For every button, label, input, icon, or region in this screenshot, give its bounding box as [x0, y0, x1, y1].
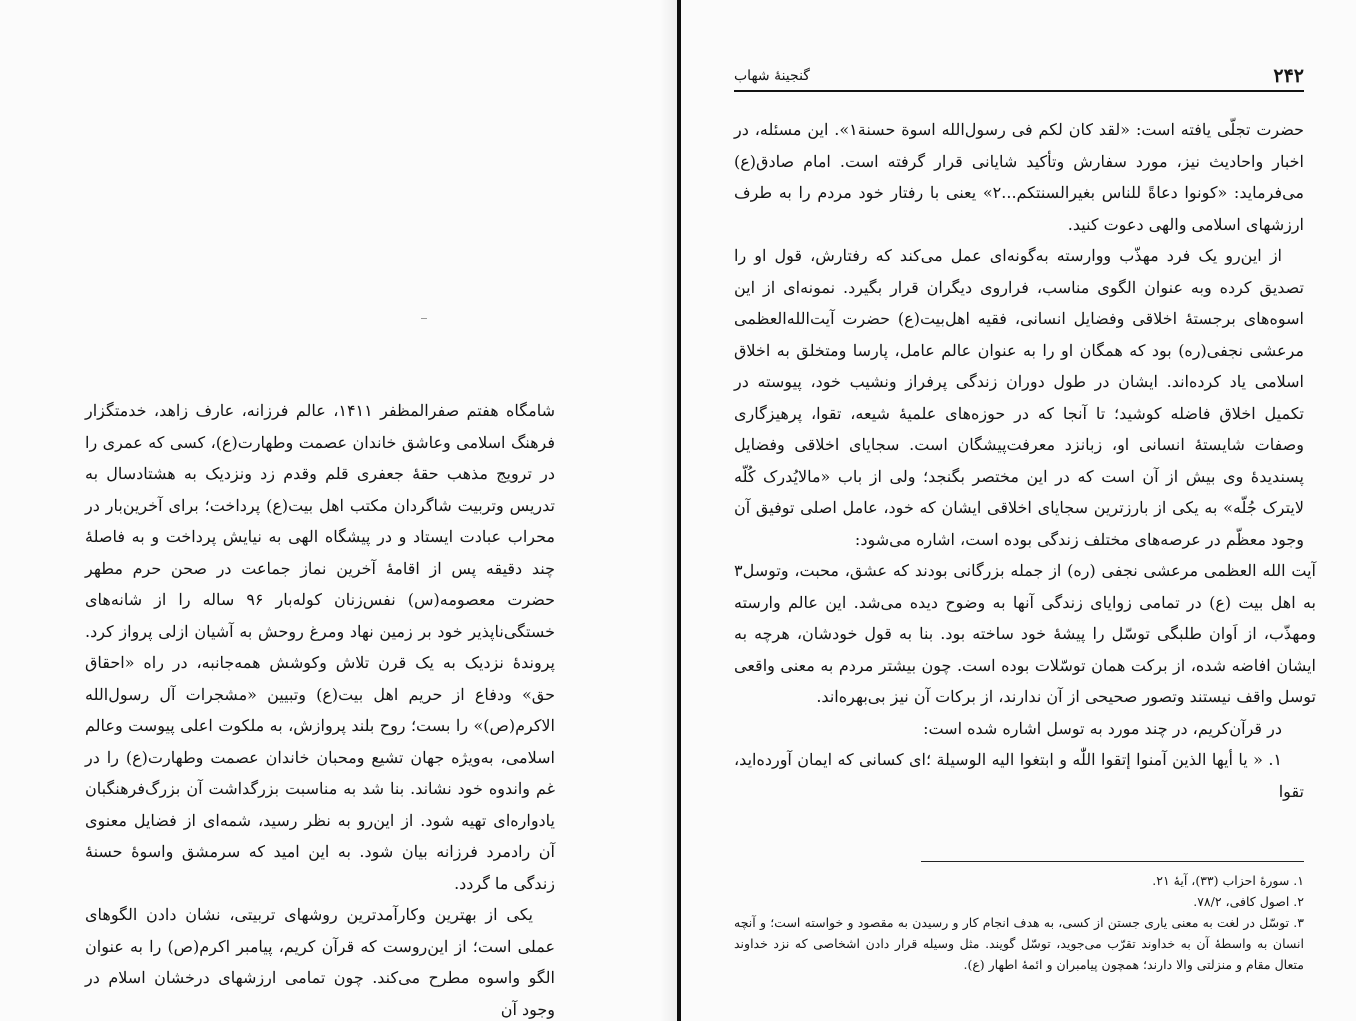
footnotes — [734, 870, 1304, 975]
right-paragraph-5: ۱. « یا أیها الذین آمنوا إتقوا اللّٰه و ابتغوا الیه الوسیلة ؛ای کسانی که ایمان آورده‌اید، تقوا — [734, 750, 1304, 801]
ink-speck — [421, 318, 427, 319]
left-paragraph-2: یکی از بهترین وکارآمدترین روشهای تربیتی، نشان دادن الگوهای عملی است؛ از این‌روست که قرآن کریم، پیامبر اکرم(ص) را به عنوان الگو واسوه مطرح می‌کند. چون تمامی ارزشهای درخشان اسلام در وجود آن — [85, 905, 555, 1019]
footnote-rule — [921, 861, 1304, 862]
gutter-shadow — [660, 0, 677, 1021]
running-header — [734, 64, 1304, 92]
footnote-2: ۲. اصول کافی، ۷۸/۲. — [1193, 894, 1304, 909]
left-paragraph-1: شامگاه هفتم صفرالمظفر ۱۴۱۱، عالم فرزانه، عارف زاهد، خدمتگزار فرهنگ اسلامی وعاشق خاندان عصمت وطهارت(ع)، کسی که عمری را در ترویج مذهب حقهٔ جعفری قلم وقدم زد ونزدیک به هشتادسال به تدریس وتربیت شاگردان مکتب اهل بیت(ع) پرداخت؛ برای آخرین‌بار در محراب عبادت ایستاد و در پیشگاه الهی به نیایش پرداخت و به فاصلهٔ چند دقیقه پس از اقامهٔ آخرین نماز جماعت در صحن حرم مطهر حضرت معصومه(س) نفس‌زنان کوله‌بار ۹۶ ساله را از شانه‌های خستگی‌ناپذیر خود بر زمین نهاد ومرغ روحش به آشیان ازلی پرواز کرد. پروندهٔ نزدیک به یک قرن تلاش وکوشش همه‌جانبه، در راه «احقاق حق» ودفاع از حریم اهل بیت(ع) وتبیین «مشجرات آل رسول‌الله الاکرم(ص)» را بست؛ روح بلند پروازش، به ملکوت اعلی پیوست وعالم اسلامی، به‌ویژه جهان تشیع ومحبان خاندان عصمت وطهارت(ع) را در غم واندوه خود نشاند. بنا شد به مناسبت بزرگداشت آن بزرگ‌فرهنگبان یادواره‌ای تهیه شود. از این‌رو به نظر رسید، شمه‌ای از فضایل معنوی آن رادمرد فرزانه بیان شود. به این امید که سرمشق واسوهٔ حسنهٔ زندگی ما گردد. — [85, 401, 556, 893]
page-number: ۲۴۲ — [1273, 65, 1304, 87]
left-page-body — [85, 395, 555, 1021]
right-page — [681, 0, 1356, 1021]
footnote-3: ۳. توسّل در لغت به معنی یاری جستن از کسی، به هدف انجام کار و رسیدن به مقصود و خواسته است؛ و آنچه انسان به واسطهٔ آن به خداوند تقرّب می‌جوید، توسّل گویند. مثل وسیله قرار دادن اشخاصی که نزد خداوند متعال مقام و منزلتی والا دارند؛ همچون پیامبران و ائمهٔ اطهار (ع). — [734, 915, 1304, 972]
right-paragraph-4: در قرآن‌کریم، در چند مورد به توسل اشاره شده است: — [923, 718, 1282, 738]
book-title: گنجینهٔ شهاب — [734, 68, 810, 84]
right-paragraph-2: از این‌رو یک فرد مهذّب ووارسته به‌گونه‌ای عمل می‌کند که رفتارش، قول او را تصدیق کرده وبه عنوان الگوی مناسب، فراروی دیگران قرار بگیرد. نمونه‌ای از این اسوه‌های برجستهٔ اخلاقی وفضایل انسانی، فقیه اهل‌بیت(ع) حضرت آیت‌الله‌العظمی مرعشی نجفی(ره) بود که همگان او را به عنوان عالم عامل، پارسا ومتخلق به اخلاق اسلامی یاد کرده‌اند. ایشان در طول دوران زندگی پرفراز ونشیب خود، پیوسته در تکمیل اخلاق فاضله کوشید؛ تا آنجا که در حوزه‌های علمیهٔ شیعه، تقوا، پرهیزگاری وصفات شایستهٔ انسانی او، زبانزد معرفت‌پیشگان است. سجایای اخلاقی وفضایل پسندیدهٔ وی بیش از آن است که در این مختصر بگنجد؛ ولی از باب «مالایُدرک کُلّه لایترک جُلّه» به یکی از بارزترین سجایای اخلاقی ایشان که خود، عامل اصلی توفیق آن وجود معظّم در عرصه‌های مختلف زندگی بوده است، اشاره می‌شود: — [734, 246, 1304, 549]
footnote-1: ۱. سورهٔ احزاب (۳۳)، آیهٔ ۲۱. — [1152, 873, 1304, 888]
right-paragraph-3: آیت الله العظمی مرعشی نجفی (ره) از جمله بزرگانی بودند که عشق، محبت، وتوسل۳ به اهل بیت (ع) در تمامی زوایای زندگی آنها به وضوح دیده می‌شد. این عالم وارسته ومهذّب، از اَوان طلبگی توسّل را پیشهٔ خود ساخته بود. بنا به قول خودشان، هرچه به ایشان افاضه شده، از برکت همان توسّلات بوده است. چون بیشتر مردم به معنی واقعی توسل واقف نیستند وتصور صحیحی از آن ندارند، از برکات آن نیز بی‌بهره‌اند. — [734, 561, 1316, 706]
right-page-body — [734, 114, 1316, 807]
right-paragraph-1: حضرت تجلّی یافته است: «لقد کان لکم فی رسول‌الله اسوة حسنة۱». این مسئله، در اخبار واحادیث نیز، مورد سفارش وتأکید شایانی قرار گرفته است. امام صادق(ع) می‌فرماید: «کونوا دعاةً للناس بغیرالسنتکم...۲» یعنی با رفتار خود مردم را به طرف ارزشهای اسلامی والهی دعوت کنید. — [734, 120, 1305, 234]
